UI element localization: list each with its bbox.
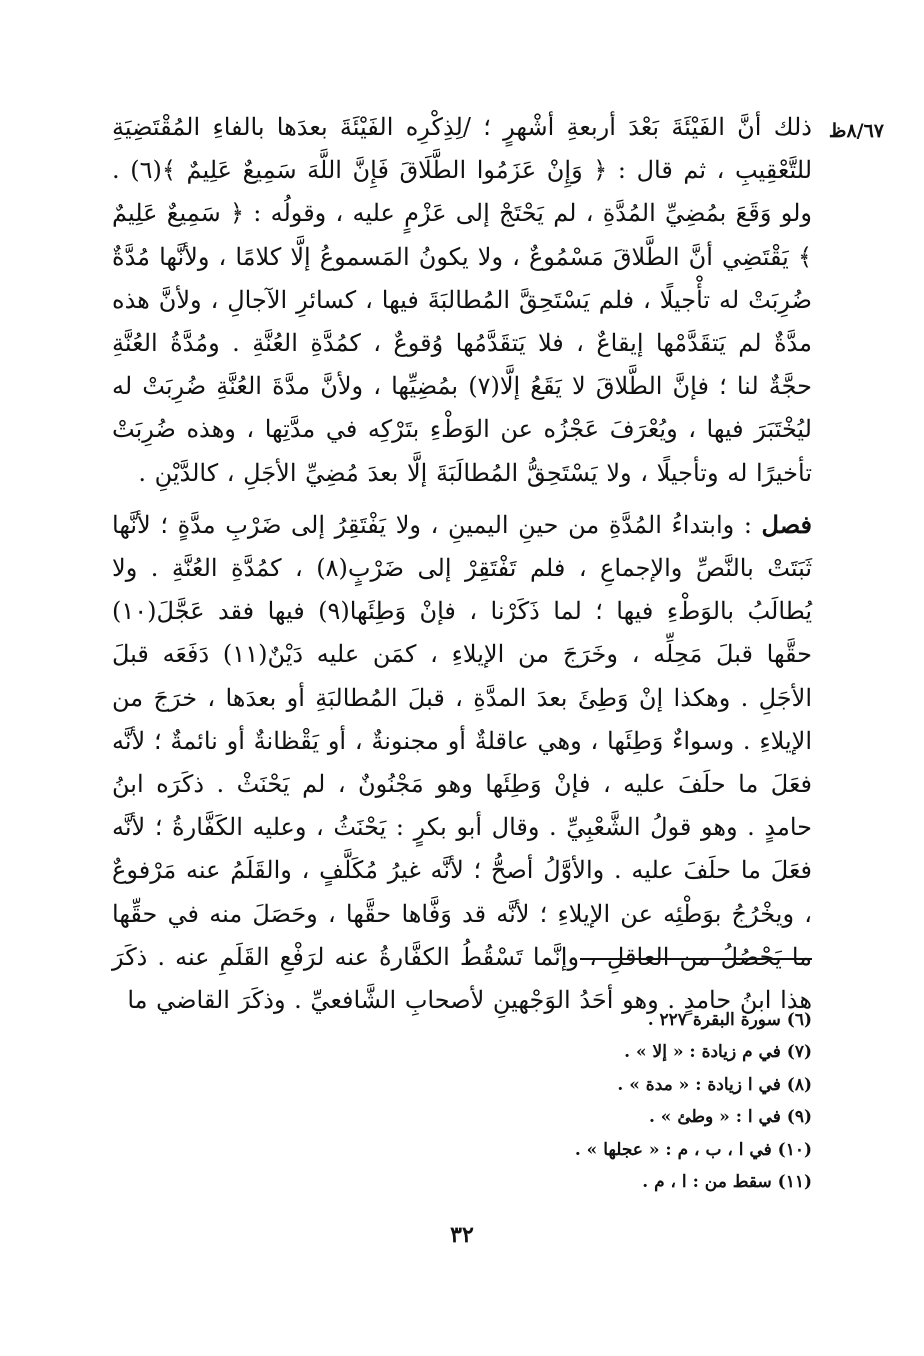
main-text-block	[112, 106, 812, 1022]
paragraph-1: ذلك أنَّ الفَيْئَةَ بَعْدَ أربعةِ أشْهرٍ ؛ /لِذِكْرِه الفَيْئَةَ بعدَها بالفاءِ المُقْتَضِيَةِ للتَّعْقِيبِ ، ثم قال : ﴿ وَإِنْ عَزَمُوا الطَّلَاقَ فَإِنَّ اللَّهَ سَمِيعٌ عَلِيمٌ ﴾(٦) . ولو وَقَعَ بمُضِيِّ المُدَّةِ ، لم يَحْتَجْ إلى عَزْمٍ عليه ، وقولُه : ﴿ سَمِيعٌ عَلِيمٌ ﴾ يَقْتَضِي أنَّ الطَّلاقَ مَسْمُوعٌ ، ولا يكونُ المَسموعُ إلَّا كلامًا ، ولأنَّها مُدَّةٌ ضُرِبَتْ له تأْجيلًا ، فلم يَسْتَحِقَّ المُطالبَةَ فيها ، كسائرِ الآجالِ ، ولأنَّ هذه مدَّةٌ لم يَتقَدَّمْها إيقاعٌ ، فلا يَتقَدَّمُها وُقوعٌ ، كمُدَّةِ العُنَّةِ . ومُدَّةُ العُنَّةِ حجَّةٌ لنا ؛ فإنَّ الطَّلاقَ لا يَقَعُ إلَّا(٧) بمُضِيِّها ، ولأنَّ مدَّةَ العُنَّةِ ضُرِبَتْ له ليُخْتَبَرَ فيها ، ويُعْرَفَ عَجْزُه عن الوَطْءِ بتَرْكِه في مدَّتِها ، وهذه ضُرِبَتْ تأخيرًا له وتأجيلًا ، ولا يَسْتَحِقُّ المُطالَبَةَ إلَّا بعدَ مُضِيِّ الأجَلِ ، كالدَّيْنِ .	[112, 113, 813, 487]
footnote-6: (٦) سورة البقرة ٢٢٧ .	[647, 1010, 812, 1030]
fasl-heading: فصل	[761, 509, 812, 539]
footnote-11: (١١) سقط من : ا ، م .	[642, 1172, 812, 1193]
footnote-9: (٩) في ا : « وطئ » .	[648, 1107, 812, 1128]
paragraph-fasl	[112, 503, 812, 1022]
footnote-10: (١٠) في ا ، ب ، م : « عجلها » .	[574, 1139, 812, 1160]
page-number: ٣٢	[450, 1222, 474, 1248]
footnotes-block	[112, 1004, 812, 1198]
fasl-text: : وابتداءُ المُدَّةِ من حينِ اليمينِ ، ولا يَفْتَقِرُ إلى ضَرْبِ مدَّةٍ ؛ لأنَّها ثَبَتَتْ بالنَّصِّ والإجماعِ ، فلم تَفْتَقِرْ إلى ضَرْبٍ(٨) ، كمُدَّةِ العُنَّةِ . ولا يُطالَبُ بالوَطْءِ فيها ؛ لما ذَكَرْنا ، فإنْ وَطِئَها(٩) فيها فقد عَجَّلَ(١٠) حقَّها قبلَ مَحِلِّه ، وخَرَجَ من الإيلاءِ ، كمَن عليه دَيْنٌ(١١) دَفَعَه قبلَ الأجَلِ . وهكذا إنْ وَطِئَ بعدَ المدَّةِ ، قبلَ المُطالبَةِ أو بعدَها ، خرَجَ من الإيلاءِ . وسواءٌ وَطِئَها ، وهي عاقلةٌ أو مجنونةٌ ، أو يَقْظانةٌ أو نائمةٌ ؛ لأنَّه فعَلَ ما حلَفَ عليه ، فإنْ وَطِئَها وهو مَجْنُونٌ ، لم يَحْنَثْ . ذكَرَه ابنُ حامدٍ . وهو قولُ الشَّعْبِيِّ . وقال أبو بكرٍ : يَحْنَثُ ، وعليه الكَفَّارةُ ؛ لأنَّه فعَلَ ما حلَفَ عليه . والأوَّلُ أصحُّ ؛ لأنَّه غيرُ مُكَلَّفٍ ، والقَلَمُ عنه مَرْفوعٌ ، ويخْرُجُ بوَطْئِه عن الإيلاءِ ؛ لأنَّه قد وَفَّاها حقَّها ، وحَصَلَ منه في حقِّها ما يَحْصُلُ من العاقلِ ، وإنَّما تَسْقُطُ الكفَّارةُ عنه لرَفْعِ القَلَمِ عنه . ذكَرَ هذا ابنُ حامدٍ . وهو أحَدُ الوَجْهينِ لأصحابِ الشَّافعيِّ . وذكَرَ القاضي ما	[112, 510, 812, 1015]
footnote-separator	[580, 958, 812, 960]
margin-manuscript-note: ٨/٦٧ظ	[828, 120, 884, 142]
footnote-7: (٧) في م زيادة : « إلا » .	[624, 1042, 812, 1063]
footnote-8: (٨) في ا زيادة : « مدة » .	[617, 1074, 812, 1095]
